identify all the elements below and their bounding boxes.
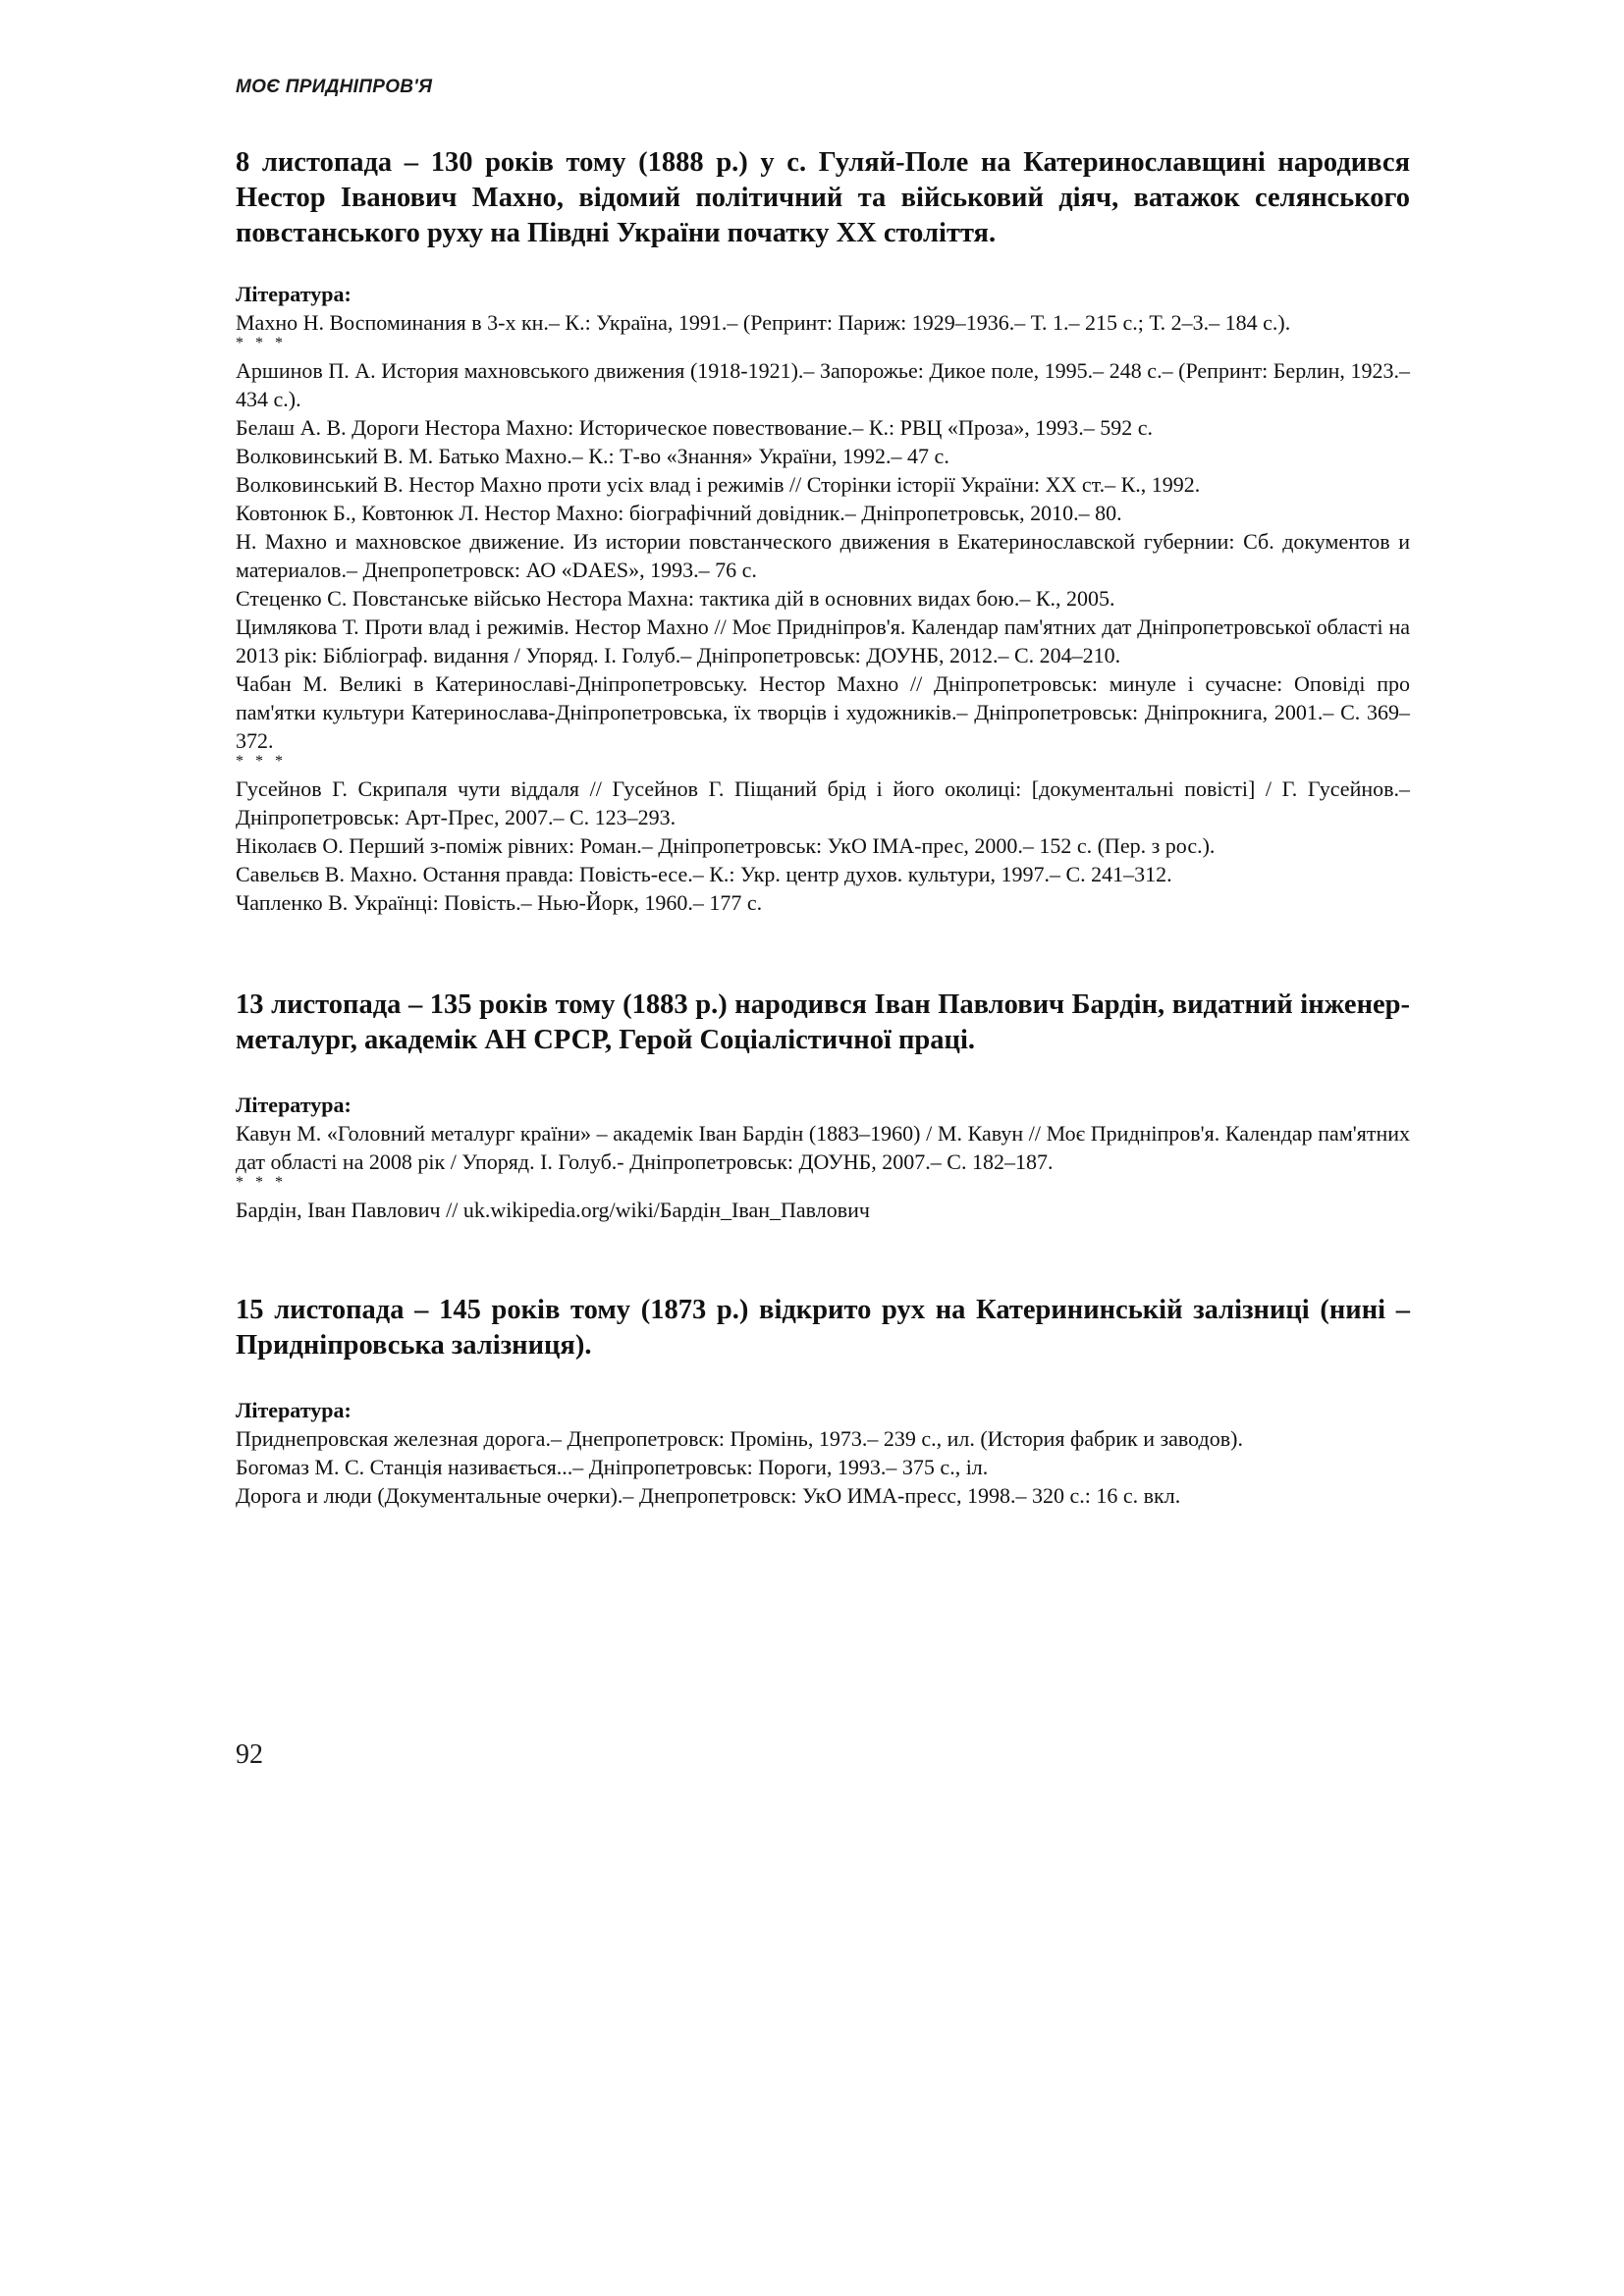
reference-item: Белаш А. В. Дороги Нестора Махно: Историческое повествование.– К.: РВЦ «Проза», 1993.– 592 с.	[236, 415, 1154, 440]
literature-heading: Література:	[236, 1398, 352, 1422]
page-content	[236, 145, 1410, 1510]
reference-item: Чапленко В. Українці: Повість.– Нью-Йорк, 1960.– 177 с.	[236, 890, 763, 915]
reference-item: Гусейнов Г. Скрипаля чути віддаля // Гусейнов Г. Піщаний брід і його околиці: [документальні повісті] / Г. Гусейнов.– Дніпропетровськ: Арт-Прес, 2007.– С. 123–293.	[236, 776, 1410, 829]
reference-item: Бардін, Іван Павлович // uk.wikipedia.org/wiki/Бардін_Іван_Павлович	[236, 1198, 870, 1222]
reference-item: Стеценко С. Повстанське військо Нестора Махна: тактика дій в основних видах бою.– К., 2005.	[236, 586, 1115, 611]
reference-item: Волковинський В. М. Батько Махно.– К.: Т-во «Знання» України, 1992.– 47 с.	[236, 444, 949, 468]
reference-item: Ніколаєв О. Перший з-поміж рівних: Роман.– Дніпропетровськ: УкО ІМА-прес, 2000.– 152 с. (Пер. з рос.).	[236, 833, 1216, 858]
reference-item: Аршинов П. А. История махновського движения (1918-1921).– Запорожье: Дикое поле, 1995.– 248 с.– (Репринт: Берлин, 1923.– 434 с.).	[236, 358, 1410, 411]
entry-makhno	[236, 145, 1410, 917]
reference-item: Дорога и люди (Документальные очерки).– Днепропетровск: УкО ИМА-пресс, 1998.– 320 с.: 16 с. вкл.	[236, 1483, 1181, 1508]
reference-item: Волковинський В. Нестор Махно проти усіх влад і режимів // Сторінки історії України: XX ст.– К., 1992.	[236, 472, 1201, 497]
reference-item: Приднепровская железная дорога.– Днепропетровск: Промінь, 1973.– 239 с., ил. (История фабрик и заводов).	[236, 1426, 1243, 1451]
entry-railway	[236, 1293, 1410, 1510]
entry-title: 15 листопада – 145 років тому (1873 р.) відкрито рух на Катерининській залізниці (нині – Придніпровська залізниця).	[236, 1295, 1410, 1361]
separator: * * *	[236, 1174, 287, 1191]
separator: * * *	[236, 335, 287, 351]
entry-bardin	[236, 988, 1410, 1224]
reference-item: Чабан М. Великі в Катеринославі-Дніпропетровську. Нестор Махно // Дніпропетровськ: минуле і сучасне: Оповіді про пам'ятки культури Катеринослава-Дніпропетровська, їх творців і художників.– Дніпропетровськ: Дніпрокнига, 2001.– С. 369–372.	[236, 671, 1410, 753]
reference-item: Богомаз М. С. Станція називається...– Дніпропетровськ: Пороги, 1993.– 375 с., іл.	[236, 1455, 989, 1479]
reference-item: Савельєв В. Махно. Остання правда: Повість-есе.– К.: Укр. центр духов. культури, 1997.– С. 241–312.	[236, 862, 1172, 886]
reference-item: Цимлякова Т. Проти влад і режимів. Нестор Махно // Моє Придніпров'я. Календар пам'ятних дат Дніпропетровської області на 2013 рік: Бібліограф. видання / Упоряд. І. Голуб.– Дніпропетровськ: ДОУНБ, 2012.– С. 204–210.	[236, 614, 1410, 667]
separator: * * *	[236, 753, 287, 770]
reference-item: Махно Н. Воспоминания в 3-х кн.– К.: Україна, 1991.– (Репринт: Париж: 1929–1936.– Т. 1.– 215 с.; Т. 2–3.– 184 с.).	[236, 310, 1291, 335]
reference-item: Н. Махно и махновское движение. Из истории повстанческого движения в Екатеринославской губернии: Сб. документов и материалов.– Днепропетровск: АО «DAES», 1993.– 76 с.	[236, 529, 1410, 582]
page-number: 92	[236, 1739, 263, 1770]
entry-title: 8 листопада – 130 років тому (1888 р.) у с. Гуляй-Поле на Катеринославщині народився Нестор Іванович Махно, відомий політичний та військовий діяч, ватажок селянського повстанського руху на Півдні України початку XX століття.	[236, 147, 1410, 248]
reference-item: Кавун М. «Головний металург країни» – академік Іван Бардін (1883–1960) / М. Кавун // Моє Придніпров'я. Календар пам'ятних дат області на 2008 рік / Упоряд. І. Голуб.- Дніпропетровськ: ДОУНБ, 2007.– С. 182–187.	[236, 1121, 1410, 1174]
running-header: МОЄ ПРИДНІПРОВ'Я	[236, 77, 433, 97]
literature-heading: Література:	[236, 282, 352, 306]
literature-heading: Література:	[236, 1093, 352, 1117]
entry-title: 13 листопада – 135 років тому (1883 р.) народився Іван Павлович Бардін, видатний інженер-металург, академік АН СРСР, Герой Соціалістичної праці.	[236, 989, 1410, 1055]
reference-item: Ковтонюк Б., Ковтонюк Л. Нестор Махно: біографічний довідник.– Дніпропетровськ, 2010.– 80.	[236, 501, 1122, 525]
